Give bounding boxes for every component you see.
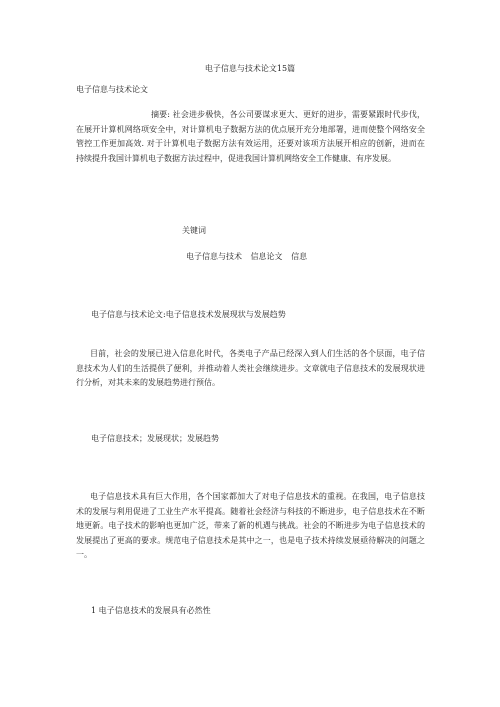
section-paragraph-1: 目前，社会的发展已进入信息化时代，各类电子产品已经深入到人们生活的各个层面，电子信息技术为人们的生活提供了便利，并推动着人类社会继续进步。文章就电子信息技术的发展现状进行分析，对其未来的发展趋势进行预估。	[76, 349, 425, 387]
section-heading-2: 电子信息技术；发展现状；发展趋势	[91, 434, 219, 443]
document-title: 电子信息与技术论文15篇	[204, 64, 296, 73]
abstract-paragraph: 摘要: 社会进步极快，各公司要谋求更大、更好的进步，需要紧跟时代步伐，在展开计算机网络项安全中，对计算机电子数据方法的优点展开充分地部署，进而使整个网络安全管控工作更加高效. 对于计算机电子数据方法有效运用，还要对该项方法展开相应的创新，进而在持续提升我国计算机电子数据方法过程中，促进我国计算机网络安全工作健康、有序发展。	[76, 110, 425, 163]
document-subtitle: 电子信息与技术论文	[76, 85, 148, 94]
keywords-list: 电子信息与技术 信息论文 信息	[186, 252, 308, 261]
keywords-heading: 关键词	[182, 226, 206, 235]
section-heading-3: 1 电子信息技术的发展具有必然性	[91, 606, 211, 615]
section-paragraph-2: 电子信息技术具有巨大作用，各个国家都加大了对电子信息技术的重视。在我国，电子信息技术的发展与利用促进了工业生产水平提高。随着社会经济与科技的不断进步，电子信息技术在不断地更新。电子技术的影响也更加广泛，带来了新的机遇与挑战。社会的不断进步为电子信息技术的发展提出了更高的要求。规范电子信息技术是其中之一，也是电子技术持续发展亟待解决的问题之一。	[76, 492, 425, 559]
section-heading-1: 电子信息与技术论文:电子信息技术发展现状与发展趋势	[91, 310, 286, 319]
